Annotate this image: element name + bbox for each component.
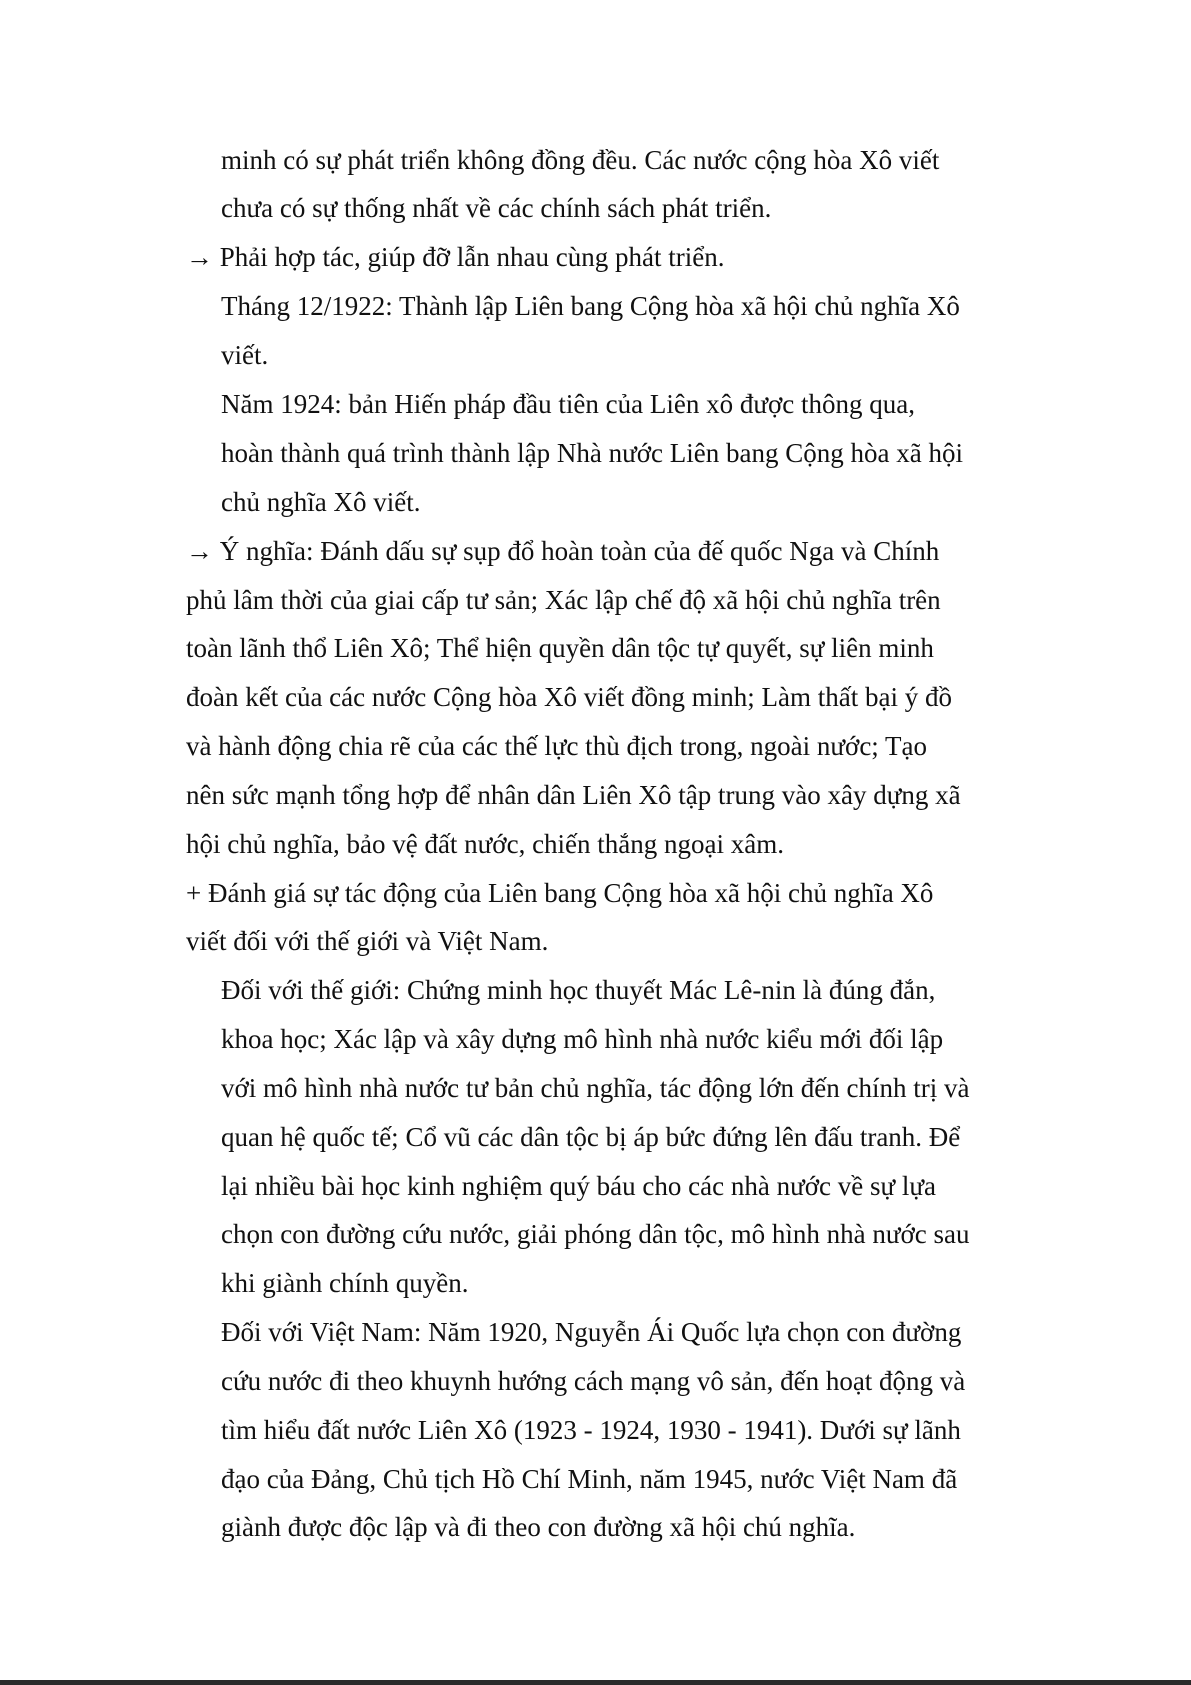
- text-line: Tháng 12/1922: Thành lập Liên bang Cộng hòa xã hội chủ nghĩa Xô: [221, 291, 960, 321]
- text-line: hoàn thành quá trình thành lập Nhà nước Liên bang Cộng hòa xã hội: [221, 438, 963, 468]
- text-line: → Ý nghĩa: Đánh dấu sự sụp đổ hoàn toàn của đế quốc Nga và Chính: [186, 536, 940, 566]
- text-line: + Đánh giá sự tác động của Liên bang Cộng hòa xã hội chủ nghĩa Xô: [186, 878, 934, 908]
- text-line: và hành động chia rẽ của các thế lực thù địch trong, ngoài nước; Tạo: [186, 731, 928, 761]
- text-line: khoa học; Xác lập và xây dựng mô hình nhà nước kiểu mới đối lập: [221, 1024, 944, 1054]
- text-line: viết.: [221, 340, 269, 370]
- text-line: đoàn kết của các nước Cộng hòa Xô viết đồng minh; Làm thất bại ý đồ: [186, 682, 952, 712]
- text-line: toàn lãnh thổ Liên Xô; Thể hiện quyền dân tộc tự quyết, sự liên minh: [186, 633, 934, 663]
- text-line: quan hệ quốc tế; Cổ vũ các dân tộc bị áp bức đứng lên đấu tranh. Để: [221, 1122, 961, 1152]
- text-line: với mô hình nhà nước tư bản chủ nghĩa, tác động lớn đến chính trị và: [221, 1073, 970, 1103]
- text-line: đạo của Đảng, Chủ tịch Hồ Chí Minh, năm 1945, nước Việt Nam đã: [221, 1464, 958, 1494]
- text-line: chọn con đường cứu nước, giải phóng dân tộc, mô hình nhà nước sau: [221, 1219, 970, 1249]
- text-line: nên sức mạnh tổng hợp để nhân dân Liên Xô tập trung vào xây dựng xã: [186, 780, 961, 810]
- text-line: tìm hiểu đất nước Liên Xô (1923 - 1924, 1930 - 1941). Dưới sự lãnh: [221, 1415, 961, 1445]
- text-line: Đối với thế giới: Chứng minh học thuyết Mác Lê-nin là đúng đắn,: [221, 975, 936, 1005]
- text-line: minh có sự phát triển không đồng đều. Các nước cộng hòa Xô viết: [221, 145, 940, 175]
- text-line: lại nhiều bài học kinh nghiệm quý báu cho các nhà nước về sự lựa: [221, 1171, 936, 1201]
- text-line: chủ nghĩa Xô viết.: [221, 487, 421, 517]
- text-line: Đối với Việt Nam: Năm 1920, Nguyễn Ái Quốc lựa chọn con đường: [221, 1317, 962, 1347]
- text-line: viết đối với thế giới và Việt Nam.: [186, 926, 549, 956]
- text-line: Năm 1924: bản Hiến pháp đầu tiên của Liên xô được thông qua,: [221, 389, 915, 419]
- text-line: hội chủ nghĩa, bảo vệ đất nước, chiến thắng ngoại xâm.: [186, 829, 784, 859]
- bottom-border-rule: [0, 1680, 1191, 1685]
- text-line: giành được độc lập và đi theo con đường xã hội chú nghĩa.: [221, 1512, 856, 1542]
- text-line: → Phải hợp tác, giúp đỡ lẫn nhau cùng phát triển.: [186, 242, 725, 272]
- text-line: khi giành chính quyền.: [221, 1268, 469, 1298]
- text-line: cứu nước đi theo khuynh hướng cách mạng vô sản, đến hoạt động và: [221, 1366, 966, 1396]
- text-line: chưa có sự thống nhất về các chính sách phát triển.: [221, 193, 772, 223]
- text-line: phủ lâm thời của giai cấp tư sản; Xác lập chế độ xã hội chủ nghĩa trên: [186, 585, 941, 615]
